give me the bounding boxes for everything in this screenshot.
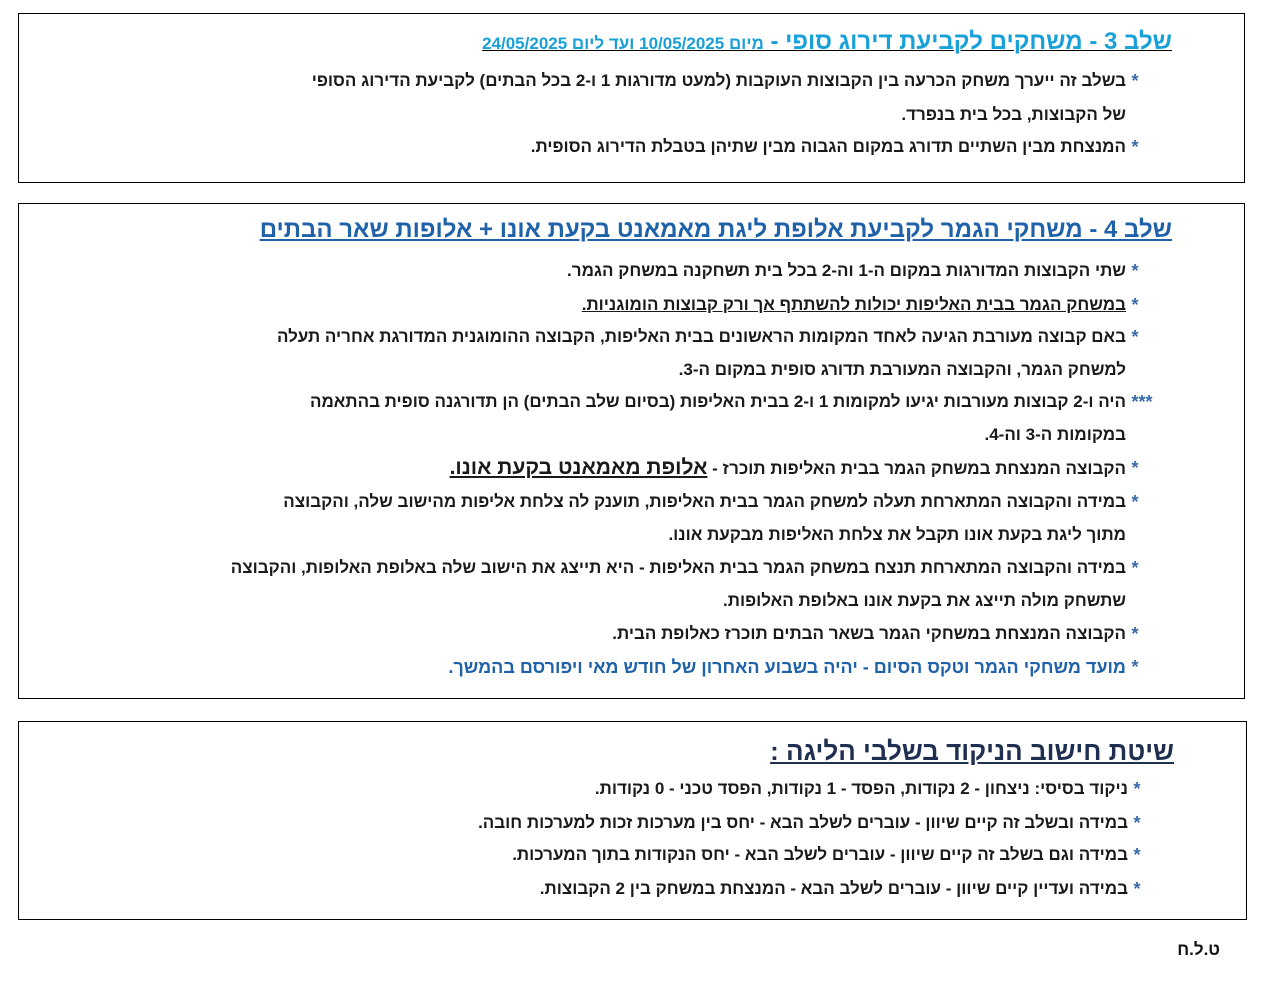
bullet-marker: * xyxy=(1131,137,1139,157)
list-item xyxy=(19,650,1244,684)
stage4-section xyxy=(18,203,1245,699)
scoring-l3: במידה וגם בשלב זה קיים שיוון - עוברים לשלב הבא - יחס הנקודות בתוך המערכות. xyxy=(512,845,1128,864)
stage3-section xyxy=(18,13,1245,183)
scoring-l4: במידה ועדיין קיים שיוון - עוברים לשלב הבא - המנצחת במשחק בין 2 הקבוצות. xyxy=(539,879,1128,898)
list-item xyxy=(19,806,1246,840)
list-item-continuation xyxy=(19,98,1244,132)
stage3-line2: המנצחת מבין השתיים תדורג במקום הגבוה מבין שתיהן בטבלת הדירוג הסופית. xyxy=(530,137,1126,156)
scoring-title: שיטת חישוב הניקוד בשלבי הליגה : xyxy=(770,736,1174,766)
bullet-marker: * xyxy=(1131,295,1139,315)
stage3-title-main: שלב 3 - משחקים לקביעת דירוג סופי - xyxy=(763,28,1172,55)
page-continued-note: ט.ל.ח xyxy=(1177,940,1220,959)
list-item xyxy=(19,551,1244,585)
stage4-l7b: שתשחק מולה תייצג את בקעת אונו באלופת האלופות. xyxy=(723,591,1126,610)
stage3-title xyxy=(482,28,1172,56)
stage4-l3b: למשחק הגמר, והקבוצה המעורבת תדורג סופית במקום ה-3. xyxy=(678,360,1126,379)
scoring-l2: במידה ובשלב זה קיים שיוון - עוברים לשלב הבא - יחס בין מערכות זכות למערכות חובה. xyxy=(478,813,1128,832)
bullet-marker: * xyxy=(1131,71,1139,91)
list-item xyxy=(19,385,1244,419)
list-item xyxy=(19,64,1244,98)
bullet-marker: * xyxy=(1131,558,1139,578)
stage4-l5-text: הקבוצה המנצחת במשחק הגמר בבית האליפות תוכרז - xyxy=(707,459,1126,478)
list-item xyxy=(19,130,1244,164)
stage4-l7: במידה והקבוצה המתארחת תנצח במשחק הגמר בבית האליפות - היא תייצג את הישוב שלה באלופת האלופות, והקבוצה xyxy=(230,558,1126,577)
stage4-l4: היה ו-2 קבוצות מעורבות יגיעו למקומות 1 ו-2 בבית האליפות (בסיום שלב הבתים) הן תדורגנה סופית בהתאמה xyxy=(309,392,1126,411)
stage4-l5 xyxy=(450,451,1126,486)
bullet-marker: * xyxy=(1133,879,1141,899)
list-item xyxy=(19,288,1244,322)
list-item xyxy=(19,838,1246,872)
list-item xyxy=(19,254,1244,288)
bullet-marker: * xyxy=(1133,779,1141,799)
stage4-l8: הקבוצה המנצחת במשחקי הגמר בשאר הבתים תוכרז כאלופת הבית. xyxy=(612,624,1126,643)
list-item-continuation xyxy=(19,518,1244,552)
bullet-marker: * xyxy=(1131,458,1139,478)
list-item xyxy=(19,772,1246,806)
bullet-marker: * xyxy=(1131,327,1139,347)
triple-bullet-marker: *** xyxy=(1131,392,1153,412)
bullet-marker: * xyxy=(1131,624,1139,644)
scoring-section xyxy=(18,721,1247,920)
stage3-line1: בשלב זה ייערך משחק הכרעה בין הקבוצות העוקבות (למעט מדורגות 1 ו-2 בכל הבתים) לקביעת הדירוג הסופי xyxy=(311,71,1126,90)
bullet-marker: * xyxy=(1131,657,1139,677)
stage4-l5-emphasis: אלופת מאמאנט בקעת אונו. xyxy=(449,456,708,479)
list-item-continuation xyxy=(19,584,1244,618)
stage4-l6b: מתוך ליגת בקעת אונו תקבל את צלחת האליפות מבקעת אונו. xyxy=(668,525,1126,544)
stage3-title-dates: מיום 10/05/2025 ועד ליום 24/05/2025 xyxy=(482,34,764,53)
stage4-l6: במידה והקבוצה המתארחת תעלה למשחק הגמר בבית האליפות, תוענק לה צלחת אליפות מהישוב שלה, והקבוצה xyxy=(283,492,1126,511)
stage4-title: שלב 4 - משחקי הגמר לקביעת אלופת ליגת מאמאנט בקעת אונו + אלופות שאר הבתים xyxy=(259,216,1172,243)
bullet-marker: * xyxy=(1133,845,1141,865)
stage4-l3: באם קבוצה מעורבת הגיעה לאחד המקומות הראשונים בבית האליפות, הקבוצה ההומוגנית המדורגת אחריה תעלה xyxy=(276,327,1126,346)
bullet-marker: * xyxy=(1133,813,1141,833)
stage4-l2: במשחק הגמר בבית האליפות יכולות להשתתף אך ורק קבוצות הומוגניות. xyxy=(581,295,1126,314)
list-item-continuation xyxy=(19,353,1244,387)
bullet-marker: * xyxy=(1131,261,1139,281)
list-item xyxy=(19,872,1246,906)
stage4-l9: מועד משחקי הגמר וטקס הסיום - יהיה בשבוע האחרון של חודש מאי ויפורסם בהמשך. xyxy=(448,657,1126,677)
list-item-continuation xyxy=(19,418,1244,452)
scoring-l1: ניקוד בסיסי: ניצחון - 2 נקודות, הפסד - 1 נקודות, הפסד טכני - 0 נקודות. xyxy=(594,779,1128,798)
list-item xyxy=(19,320,1244,354)
stage3-line1b: של הקבוצות, בכל בית בנפרד. xyxy=(901,105,1126,124)
stage4-l1: שתי הקבוצות המדורגות במקום ה-1 וה-2 בכל בית תשחקנה במשחק הגמר. xyxy=(567,261,1126,280)
stage4-l4b: במקומות ה-3 וה-4. xyxy=(984,425,1126,444)
list-item xyxy=(19,485,1244,519)
list-item xyxy=(19,617,1244,651)
bullet-marker: * xyxy=(1131,492,1139,512)
list-item xyxy=(19,451,1244,485)
